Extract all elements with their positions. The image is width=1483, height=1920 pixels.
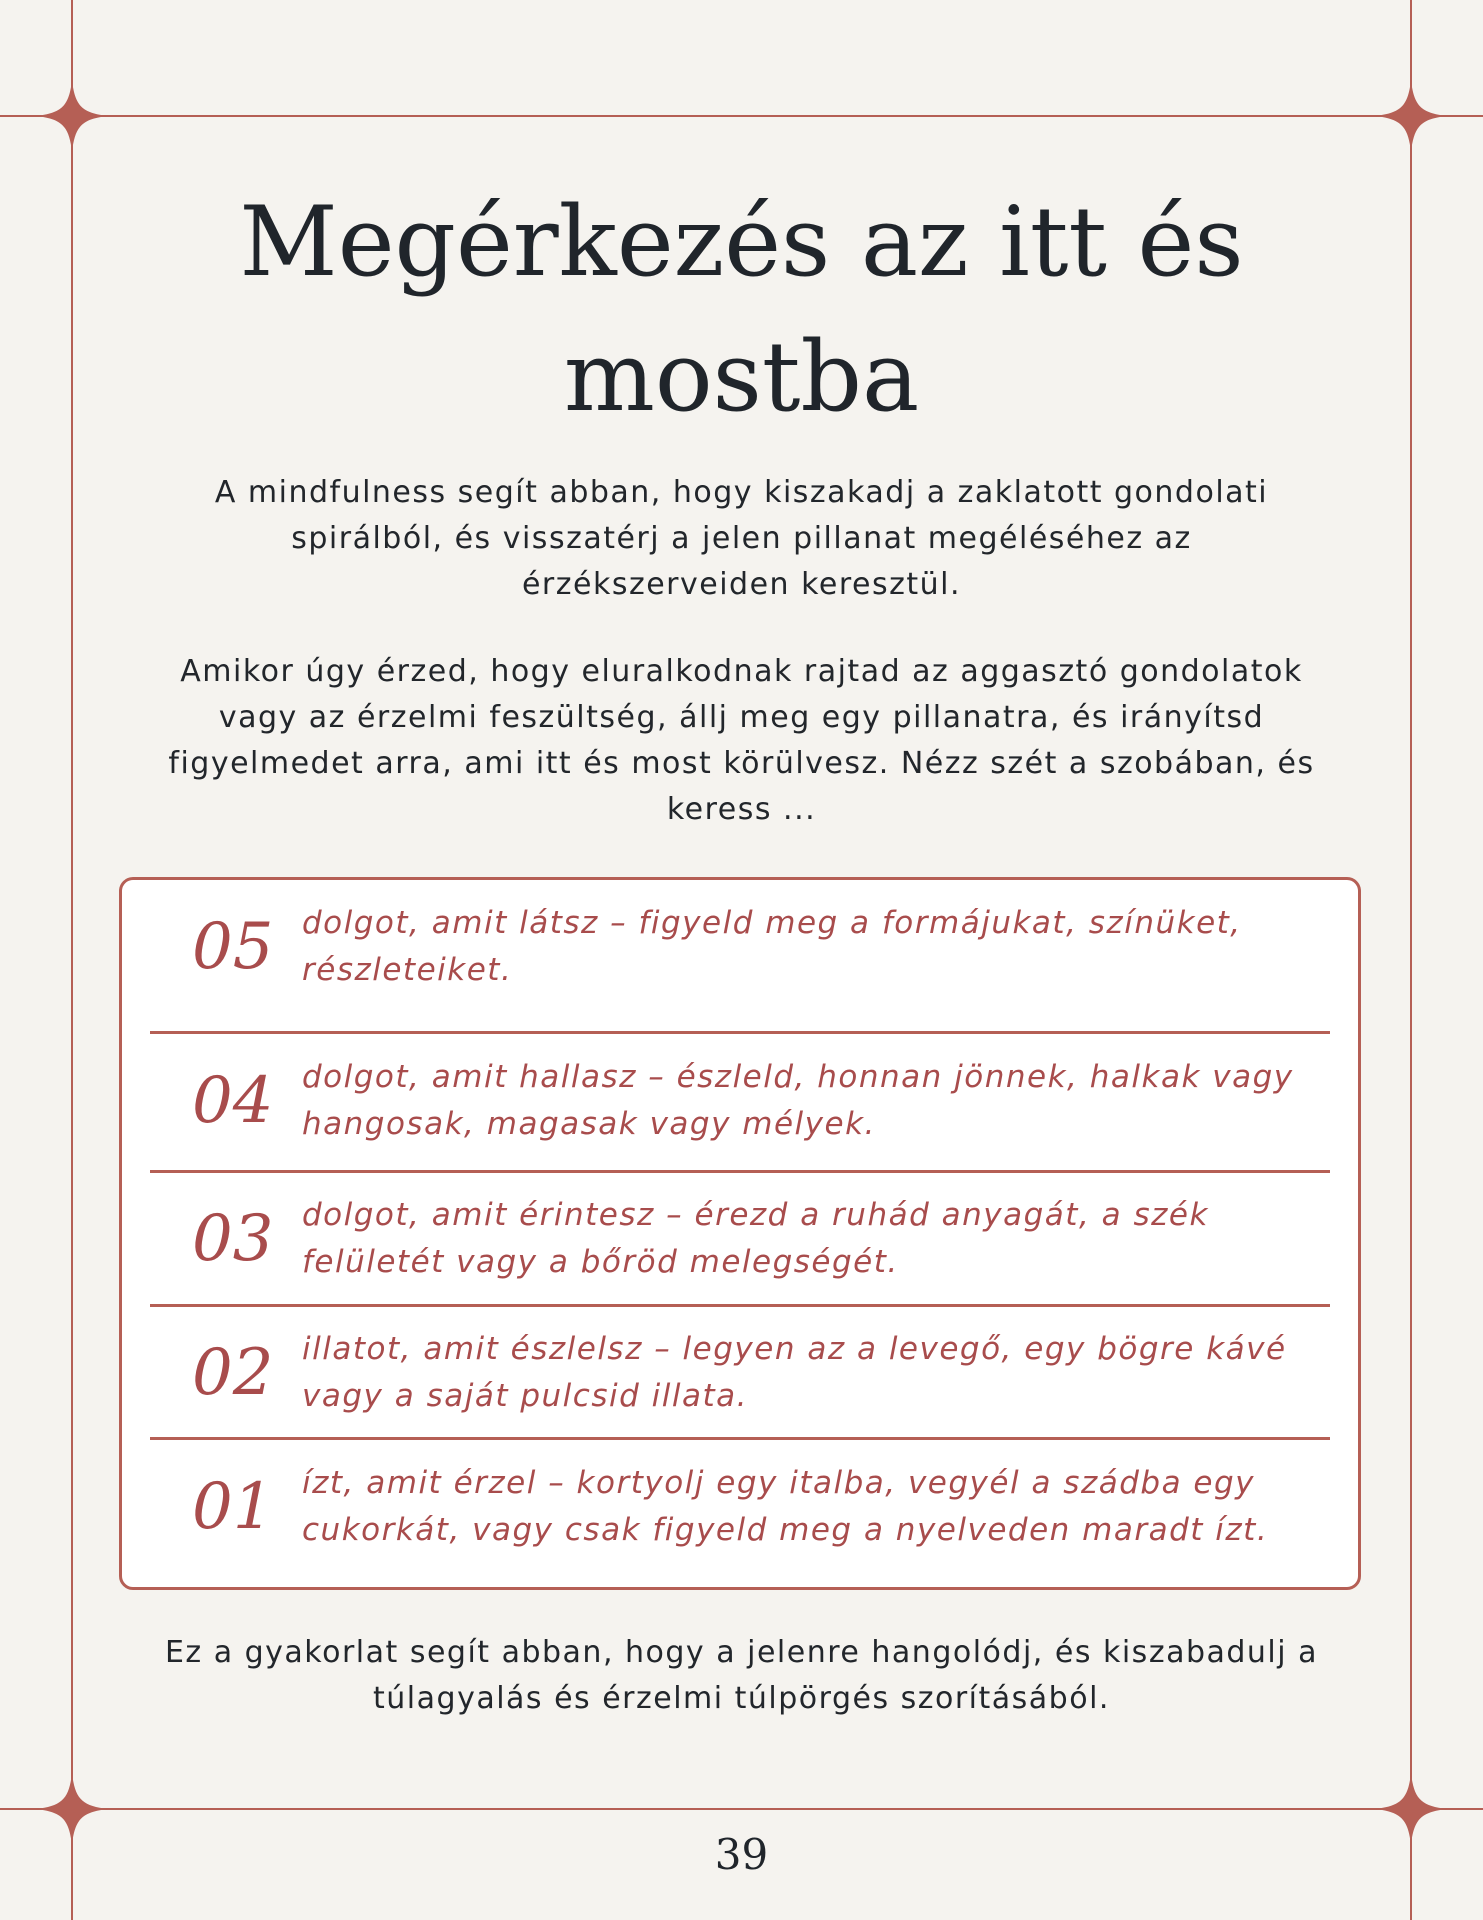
step-text: ízt, amit érzel – kortyolj egy italba, vegyél a szádba egy cukorkát, vagy csak figyeld meg a nyelveden maradt ízt.	[302, 1465, 1269, 1548]
frame-top-line	[0, 115, 1483, 117]
step-number: 02	[192, 1336, 274, 1410]
step-number: 05	[192, 910, 274, 984]
step-text: dolgot, amit hallasz – észleld, honnan jönnek, halkak vagy hangosak, magasak vagy mélyek.	[302, 1059, 1294, 1142]
frame-left-line	[71, 0, 73, 1920]
page-title: Megérkezés az itt és mostba	[239, 186, 1244, 433]
step-text: dolgot, amit érintesz – érezd a ruhád anyagát, a szék felületét vagy a bőröd melegségét.	[302, 1197, 1209, 1280]
step-number: 04	[192, 1064, 274, 1138]
closing-paragraph: Ez a gyakorlat segít abban, hogy a jelenre hangolódj, és kiszabadulj a túlagyalás és érzelmi túlpörgés szorításából.	[164, 1635, 1319, 1716]
step-row	[150, 1034, 1330, 1168]
page-number: 39	[714, 1830, 769, 1879]
step-text: illatot, amit észlelsz – legyen az a levegő, egy bögre kávé vagy a saját pulcsid illata.	[302, 1331, 1287, 1414]
corner-star-icon	[1375, 80, 1447, 152]
step-row	[150, 1440, 1330, 1574]
step-text: dolgot, amit látsz – figyeld meg a formájukat, színüket, részleteiket.	[302, 905, 1242, 988]
step-row	[150, 1306, 1330, 1440]
corner-star-icon	[36, 80, 108, 152]
step-number: 01	[192, 1470, 274, 1544]
intro-paragraph: A mindfulness segít abban, hogy kiszakadj a zaklatott gondolati spirálból, és visszatérj a jelen pillanat megéléséhez az érzékszerveiden keresztül.	[214, 475, 1269, 602]
step-number: 03	[192, 1202, 274, 1276]
instruction-paragraph: Amikor úgy érzed, hogy eluralkodnak rajtad az aggasztó gondolatok vagy az érzelmi feszültség, állj meg egy pillanatra, és irányítsd figyelmedet arra, ami itt és most körülvesz. Nézz szét a szobában, és keress ...	[168, 654, 1315, 827]
steps-box	[119, 877, 1361, 1590]
step-row	[150, 880, 1330, 1014]
frame-right-line	[1410, 0, 1412, 1920]
step-row	[150, 1172, 1330, 1306]
frame-bottom-line	[0, 1808, 1483, 1810]
